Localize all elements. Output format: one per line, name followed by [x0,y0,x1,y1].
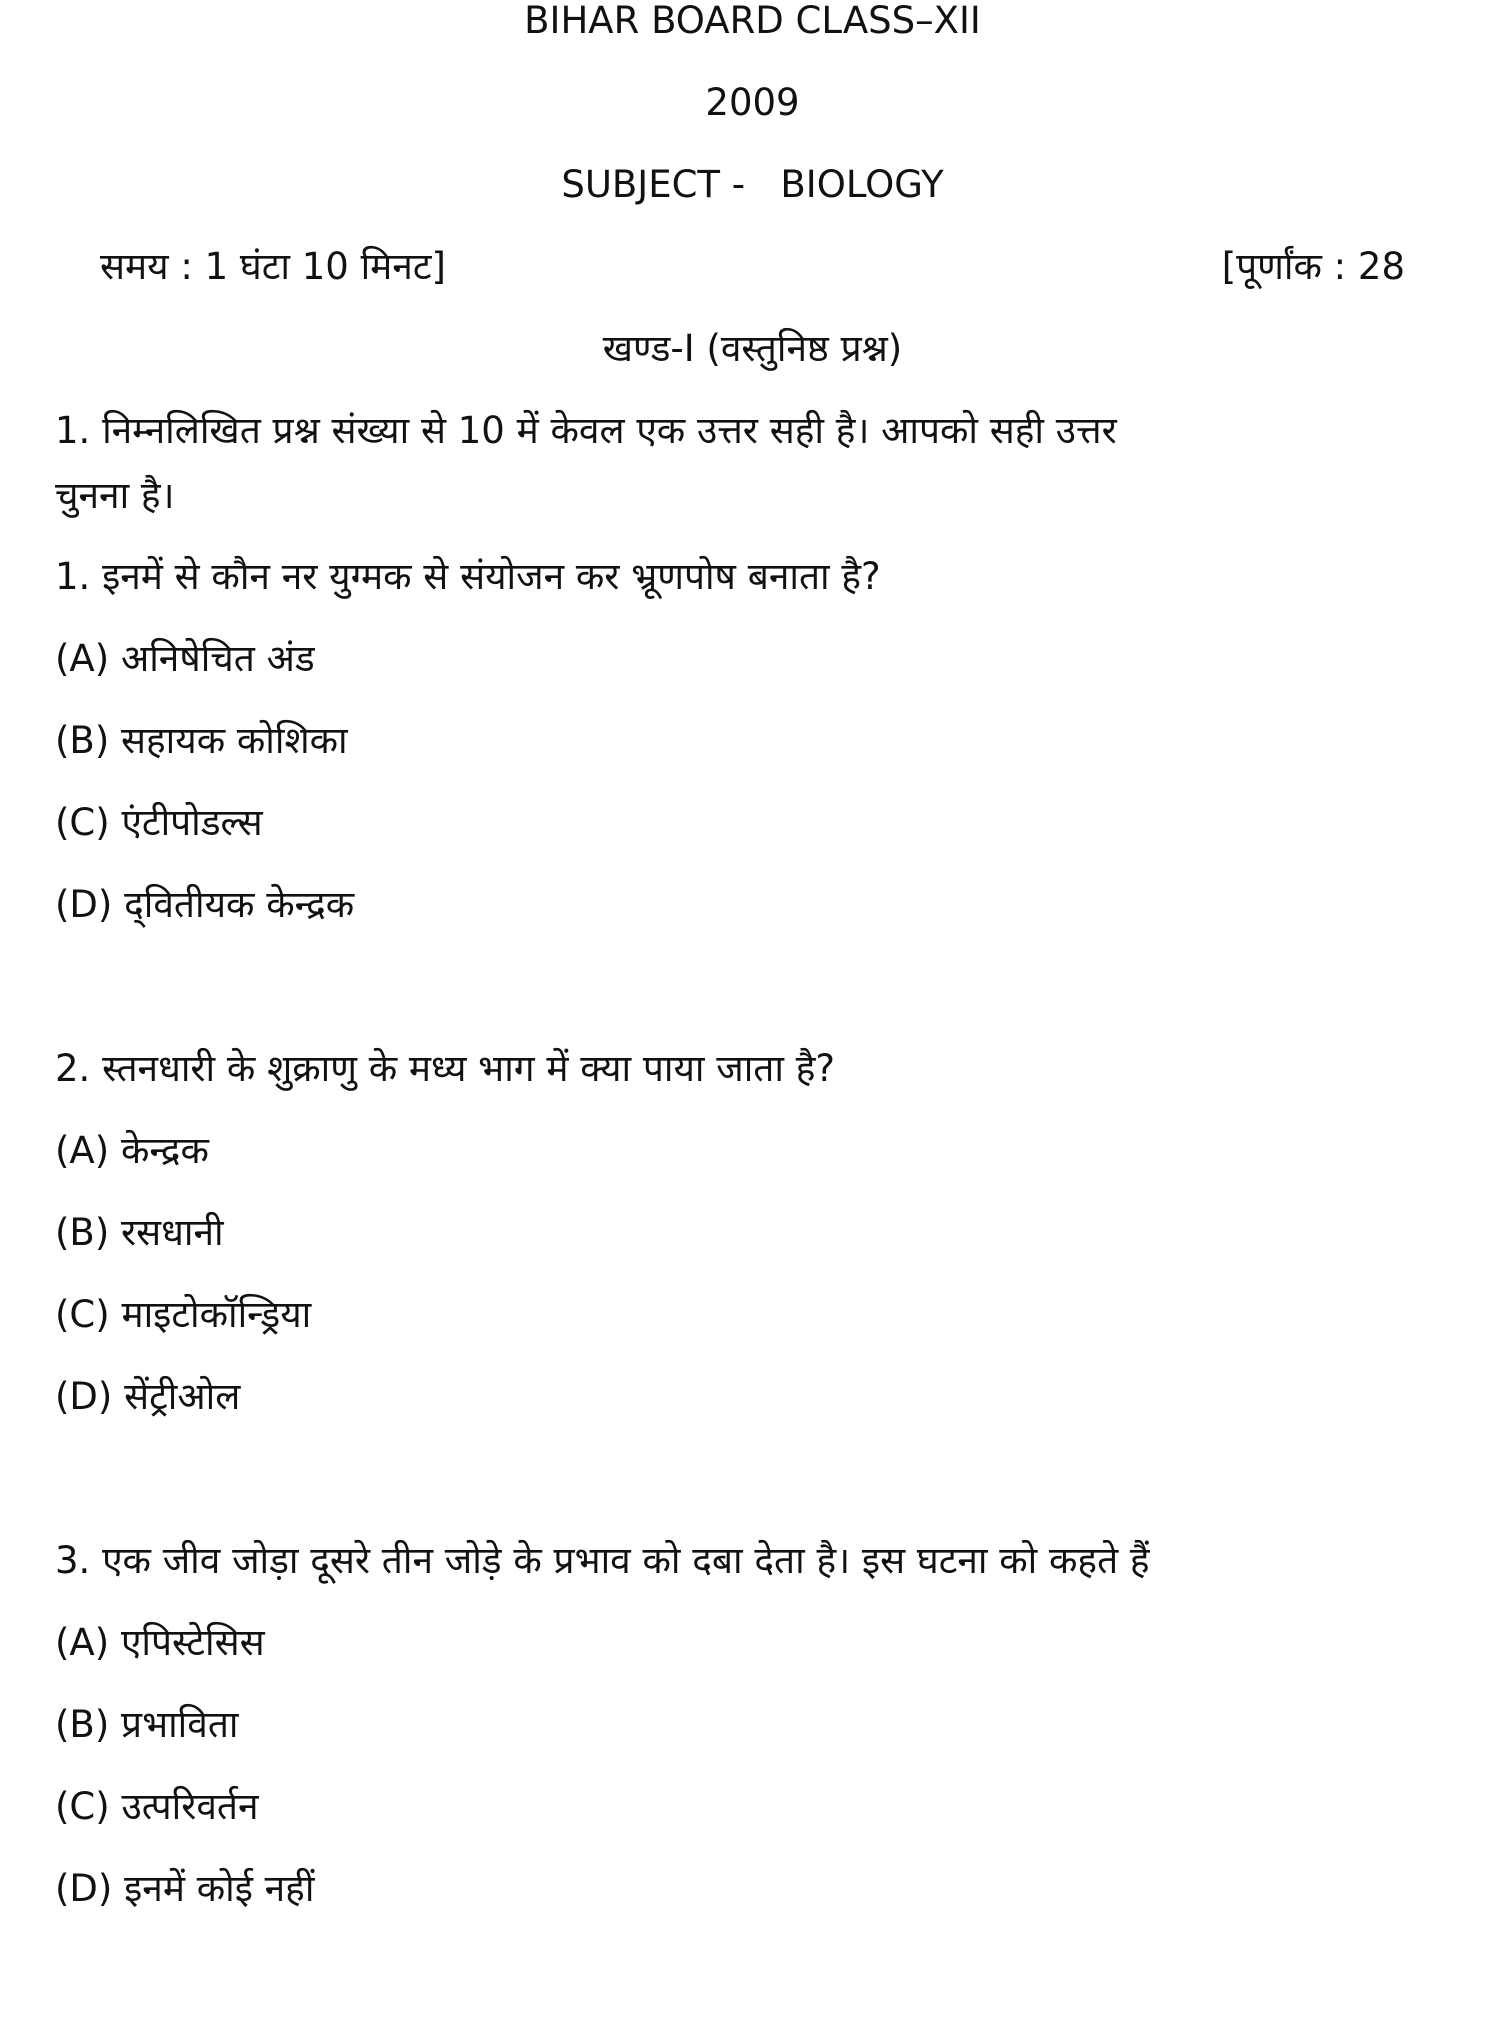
question-3: 3. एक जीव जोड़ा दूसरे तीन जोड़े के प्रभाव को दबा देता है। इस घटना को कहते हैं [55,1539,1150,1582]
question-2-option-a: (A) केन्द्रक [55,1129,209,1172]
exam-year: 2009 [705,81,800,124]
question-1-option-b: (B) सहायक कोशिका [55,719,348,762]
question-2-option-d: (D) सेंट्रीओल [55,1375,241,1418]
question-2-option-b: (B) रसधानी [55,1211,224,1254]
subject-title: SUBJECT - BIOLOGY [561,163,944,206]
question-3-option-d: (D) इनमें कोई नहीं [55,1867,315,1910]
section-heading: खण्ड-I (वस्तुनिष्ठ प्रश्न) [602,327,903,370]
question-1: 1. इनमें से कौन नर युग्मक से संयोजन कर भ्रूणपोष बनाता है? [55,555,881,598]
question-1-option-d: (D) द्‌वितीयक केन्द्रक [55,883,355,926]
question-1-option-c: (C) एंटीपोडल्स [55,801,263,844]
board-title: BIHAR BOARD CLASS–XII [524,0,981,42]
question-3-option-b: (B) प्रभाविता [55,1703,239,1746]
time-allowed: समय : 1 घंटा 10 मिनट] [100,245,446,288]
question-3-option-c: (C) उत्परिवर्तन [55,1785,259,1828]
instruction-line-2: चुनना है। [55,474,175,517]
question-2: 2. स्तनधारी के शुक्राणु के मध्य भाग में क्या पाया जाता है? [55,1047,836,1090]
question-1-option-a: (A) अनिषेचित अंड [55,637,315,680]
instruction-line-1: 1. निम्नलिखित प्रश्न संख्या से 10 में केवल एक उत्तर सही है। आपको सही उत्तर [55,409,1117,452]
full-marks: [पूर्णांक : 28 [1221,245,1405,288]
question-3-option-a: (A) एपिस्टेसिस [55,1621,265,1664]
question-2-option-c: (C) माइटोकॉन्ड्रिया [55,1293,312,1336]
